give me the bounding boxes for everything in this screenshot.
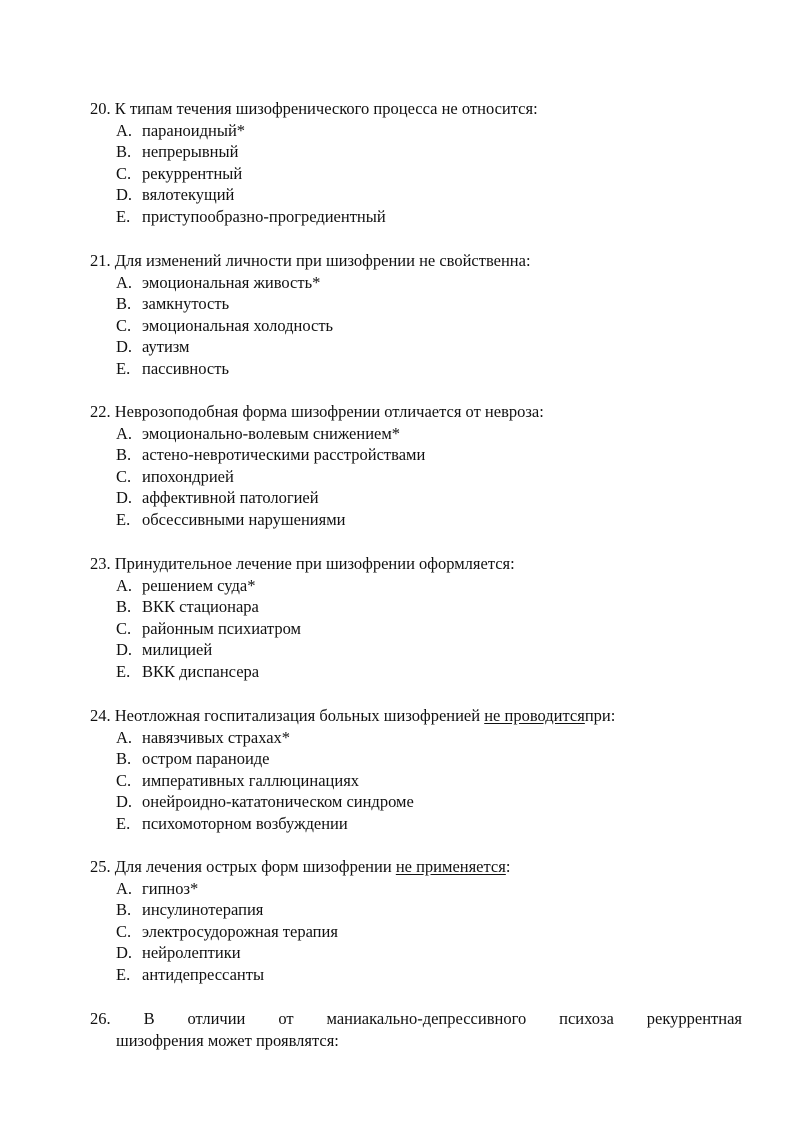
question-22 <box>90 401 742 531</box>
option-d: D. вялотекущий <box>116 185 235 205</box>
question-21 <box>90 250 742 380</box>
option-e: E. приступообразно-прогредиентный <box>116 206 386 226</box>
option-e: E. обсессивными нарушениями <box>116 509 346 529</box>
option-c: C. ипохондрией <box>116 466 234 486</box>
option-a: A. параноидный* <box>116 120 246 140</box>
option-d: D. онейроидно-кататоническом синдроме <box>116 792 414 812</box>
option-c: C. императивных галлюцинациях <box>116 770 360 790</box>
option-a: A. эмоциональная живость* <box>116 272 321 292</box>
option-c: C. районным психиатром <box>116 618 301 638</box>
option-d: D. милицией <box>116 640 213 660</box>
option-b: B. замкнутость <box>116 294 230 314</box>
question-text: 26. В отличии от маниакально-депрессивного психоза рекуррентная <box>90 1009 742 1028</box>
question-text: 22. Неврозоподобная форма шизофрении отличается от невроза: <box>90 402 544 421</box>
option-d: D. аффективной патологией <box>116 488 319 508</box>
option-d: D. нейролептики <box>116 943 241 963</box>
option-a: A. решением суда* <box>116 575 256 595</box>
underlined-phrase: не проводится <box>484 706 585 725</box>
option-c: C. электросудорожная терапия <box>116 921 338 941</box>
option-b: B. непрерывный <box>116 142 239 162</box>
question-20 <box>90 98 742 228</box>
option-a: A. эмоционально-волевым снижением* <box>116 423 401 443</box>
option-d: D. аутизм <box>116 337 190 357</box>
option-e: E. психомоторном возбуждении <box>116 813 348 833</box>
option-e: E. ВКК диспансера <box>116 661 260 681</box>
question-text: 20. К типам течения шизофренического процесса не относится: <box>90 99 538 118</box>
question-text: 23. Принудительное лечение при шизофрении оформляется: <box>90 554 515 573</box>
question-text: 25. Для лечения острых форм шизофрении не применяется: <box>90 857 511 876</box>
option-e: E. пассивность <box>116 358 229 378</box>
question-26 <box>90 1008 742 1051</box>
underlined-phrase: не применяется <box>395 857 506 876</box>
option-b: B. астено-невротическими расстройствами <box>116 445 426 465</box>
question-24 <box>90 705 742 835</box>
option-c: C. рекуррентный <box>116 163 243 183</box>
question-text: 24. Неотложная госпитализация больных шизофренией не проводитсяпри: <box>90 706 616 725</box>
option-e: E. антидепрессанты <box>116 964 265 984</box>
option-a: A. гипноз* <box>116 878 199 898</box>
option-b: B. ВКК стационара <box>116 597 259 617</box>
question-25 <box>90 856 742 986</box>
question-23 <box>90 553 742 683</box>
option-b: B. инсулинотерапия <box>116 900 264 920</box>
option-a: A. навязчивых страхах* <box>116 727 291 747</box>
question-text: 21. Для изменений личности при шизофрении не свойственна: <box>90 251 531 270</box>
option-c: C. эмоциональная холодность <box>116 315 334 335</box>
question-text-continuation: шизофрения может проявлятся: <box>116 1030 339 1050</box>
option-b: B. остром параноиде <box>116 749 270 769</box>
